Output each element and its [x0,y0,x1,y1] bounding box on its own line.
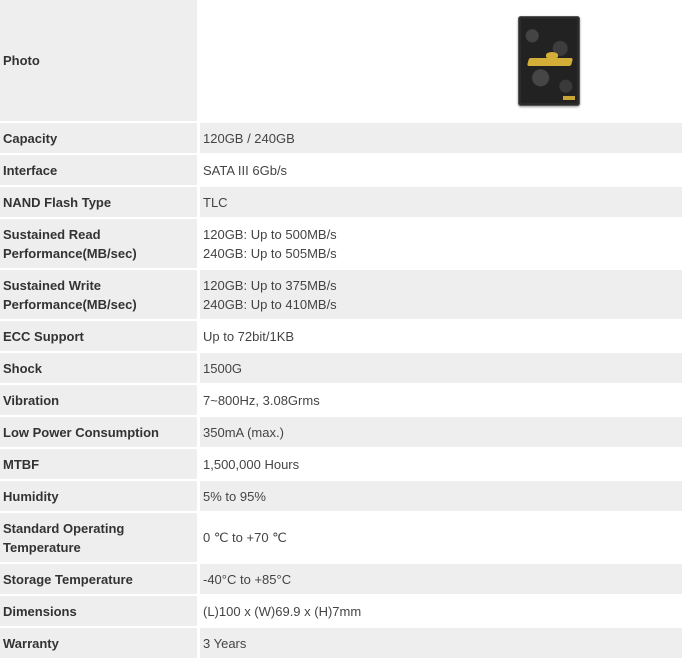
row-label [0,416,199,448]
row-value-text: 3 Years [203,635,247,651]
row-label-text: Dimensions [3,603,77,619]
row-label [0,595,199,627]
row-value-text: -40°C to +85°C [203,571,292,587]
row-value-text: 5% to 95% [203,488,266,504]
table-row [0,218,682,269]
row-value-text: Up to 72bit/1KB [203,328,295,344]
row-value-text: TLC [203,194,228,210]
row-label-text: Humidity [3,488,59,504]
row-label-text: Photo [3,53,40,68]
table-row [0,122,682,154]
row-value [199,448,682,480]
row-label-text: NAND Flash Type [3,194,112,210]
table-row [0,627,682,659]
row-label [0,154,199,186]
row-value-text: 120GB / 240GB [203,130,295,146]
row-label [0,384,199,416]
row-value [199,154,682,186]
row-label [0,352,199,384]
row-label-text: Shock [3,360,43,376]
row-label-text: MTBF [3,456,40,472]
row-label-text: Interface [3,162,58,178]
row-label-text: Performance(MB/sec) [3,296,137,312]
row-value [199,480,682,512]
row-value [199,269,682,320]
row-label-text: Storage Temperature [3,571,133,587]
row-value [199,122,682,154]
row-value-text: 240GB: Up to 410MB/s [203,296,337,312]
table-row [0,154,682,186]
row-value-text: 1500G [203,360,243,376]
row-value [199,563,682,595]
table-row [0,384,682,416]
row-label [0,269,199,320]
row-value-text: 240GB: Up to 505MB/s [203,245,337,261]
row-value-text: SATA III 6Gb/s [203,162,288,178]
row-label-text: Temperature [3,539,81,555]
row-label [0,563,199,595]
table-row [0,563,682,595]
row-label-text: Standard Operating [3,520,125,536]
row-label [0,0,199,122]
row-value [199,627,682,659]
row-label-text: ECC Support [3,328,84,344]
table-row [0,320,682,352]
row-label-text: Low Power Consumption [3,424,159,440]
row-value [199,186,682,218]
table-row [0,448,682,480]
row-value-text: (L)100 x (W)69.9 x (H)7mm [203,603,362,619]
row-label [0,320,199,352]
table-row-photo [0,0,682,122]
row-label-text: Capacity [3,130,58,146]
row-value-text: 7~800Hz, 3.08Grms [203,392,320,408]
row-value [199,512,682,563]
table-row [0,269,682,320]
row-label [0,627,199,659]
table-row [0,595,682,627]
row-value-text: 0 ℃ to +70 ℃ [203,530,287,545]
row-value-text: 350mA (max.) [203,424,284,440]
row-label [0,218,199,269]
row-label-text: Performance(MB/sec) [3,245,137,261]
row-value-text: 120GB: Up to 500MB/s [203,226,337,242]
row-value-text: 120GB: Up to 375MB/s [203,277,337,293]
row-value [199,384,682,416]
row-label [0,448,199,480]
row-value [199,352,682,384]
row-value-text: 1,500,000 Hours [203,456,300,472]
row-label-text: Vibration [3,392,60,408]
row-label-text: Warranty [3,635,59,651]
ssd-drive-image [518,16,580,106]
row-value [199,218,682,269]
table-row [0,416,682,448]
row-value [199,595,682,627]
row-label [0,512,199,563]
product-photo-cell [199,0,682,122]
row-value [199,320,682,352]
table-row [0,480,682,512]
table-row [0,186,682,218]
row-label-text: Sustained Read [3,226,101,242]
row-label-text: Sustained Write [3,277,102,293]
row-value [199,416,682,448]
row-label [0,480,199,512]
row-label [0,186,199,218]
row-label [0,122,199,154]
table-row [0,512,682,563]
table-row [0,352,682,384]
